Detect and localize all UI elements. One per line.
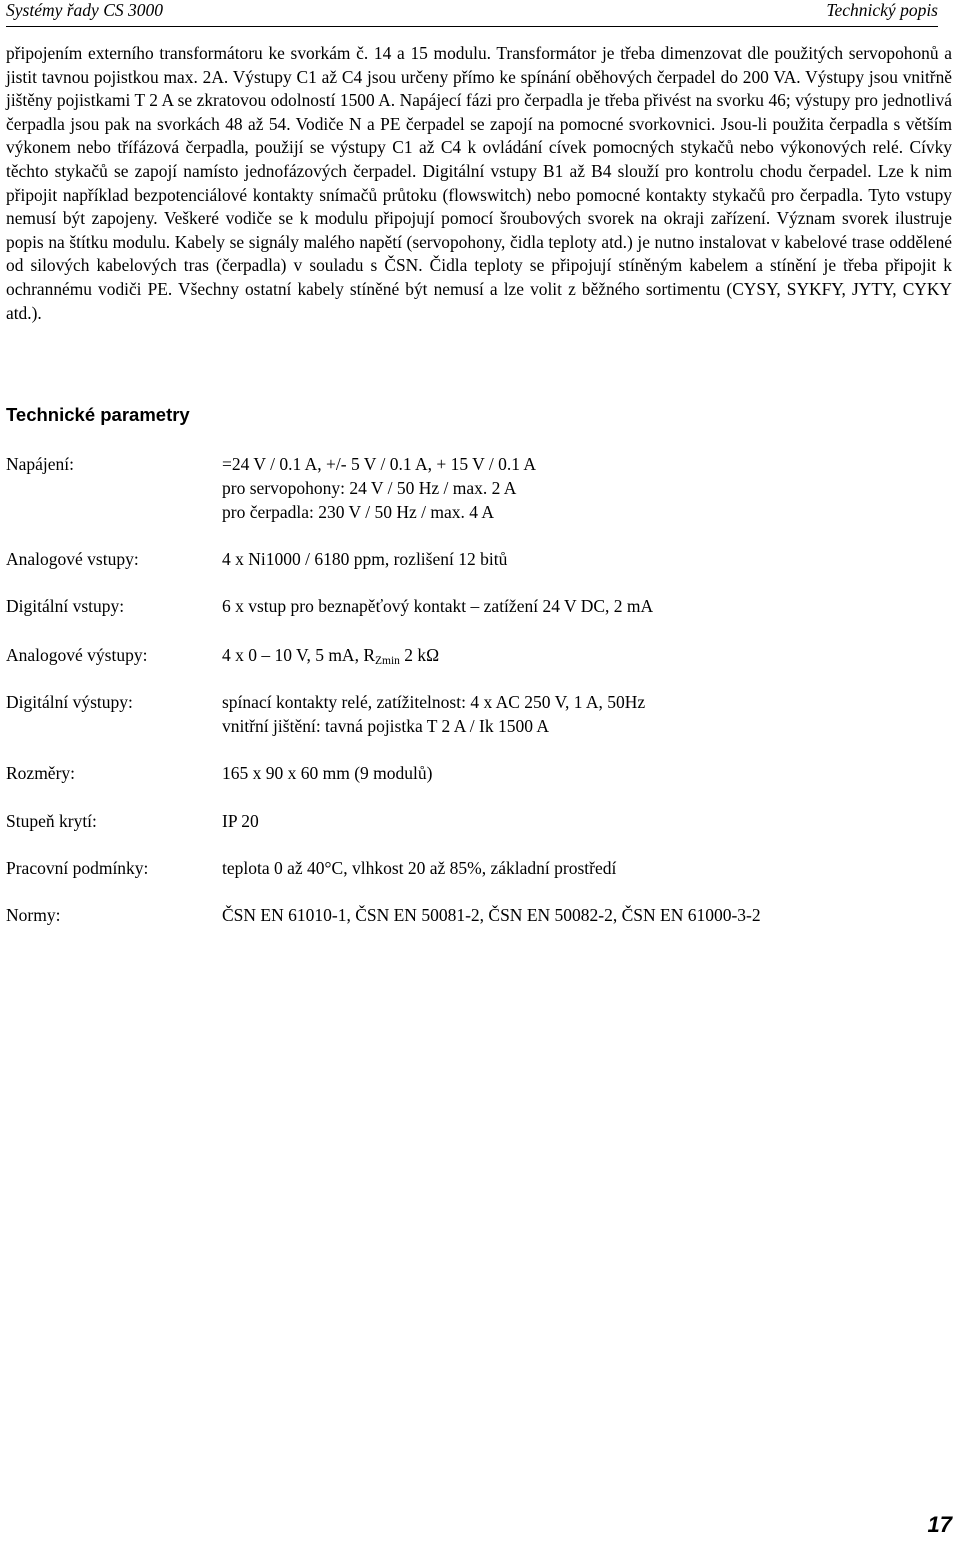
analog-outputs-subscript: Zmin (375, 655, 400, 667)
digital-outputs-line-2: vnitřní jištění: tavná pojistka T 2 A / Ik 1500 A (222, 716, 549, 736)
page-header (6, 0, 938, 27)
param-label-protection: Stupeň krytí: (6, 811, 97, 831)
digital-outputs-line-1: spínací kontakty relé, zatížitelnost: 4 x AC 250 V, 1 A, 50Hz (222, 692, 646, 712)
section-title: Technické parametry (6, 404, 190, 425)
power-line-3: pro čerpadla: 230 V / 50 Hz / max. 4 A (222, 502, 495, 522)
power-line-2: pro servopohony: 24 V / 50 Hz / max. 2 A (222, 478, 517, 498)
body-paragraph: připojením externího transformátoru ke svorkám č. 14 a 15 modulu. Transformátor je třeba dimenzovat dle použitých servopohonů a jistit tavnou pojistkou max. 2A. Výstupy C1 až C4 jsou určeny přímo ke spínání oběhových čerpadel do 200 VA. Výstupy jsou vnitřně jištěny pojistkami T 2 A se zkratovou odolností 1500 A. Napájecí fázi pro čerpadla je třeba přivést na svorku 46; výstupy pro jednotlivá čerpadla jsou pak na svorkách 48 až 54. Vodiče N a PE čerpadel se zapojí na pomocné svorkovnici. Jsou-li použita čerpadla s větším výkonem nebo třífázová čerpadla, použijí se výstupy C1 až C4 k ovládání cívek pomocných stykačů nebo výkonových relé. Cívky těchto stykačů se zapojí namísto jednofázových čerpadel. Digitální vstupy B1 až B4 slouží pro kontrolu chodu čerpadel. Lze k nim připojit například bezpotenciálové kontakty snímačů průtoku (flowswitch) nebo pomocné kontakty stykačů pro čerpadla. Tyto vstupy nemusí být zapojeny. Veškeré vodiče se k modulu připojují pomocí šroubových svorek na okraji zařízení. Význam svorek ilustruje popis na štítku modulu. Kabely se signály malého napětí (servopohony, čidla teploty atd.) je nutno instalovat v kabelové trase oddělené od silových kabelových tras (čerpadla) v souladu s ČSN. Čidla teploty se připojují stíněným kabelem a stínění je třeba připojit k ochrannému vodiči PE. Všechny ostatní kabely stíněné být nemusí a lze volit z běžného sortimentu (CYSY, SYKFY, JYTY, CYKY atd.). (6, 43, 952, 323)
param-label-analog-inputs: Analogové vstupy: (6, 549, 139, 569)
param-label-digital-outputs: Digitální výstupy: (6, 692, 133, 712)
param-value-norms: ČSN EN 61010-1, ČSN EN 50081-2, ČSN EN 50082-2, ČSN EN 61000-3-2 (222, 905, 761, 925)
param-value-power (222, 452, 536, 524)
param-label-power: Napájení: (6, 454, 75, 474)
param-value-protection: IP 20 (222, 811, 259, 831)
header-doc-type: Technický popis (826, 0, 938, 20)
param-label-digital-inputs: Digitální vstupy: (6, 596, 125, 616)
param-value-analog-outputs (222, 643, 439, 667)
header-series-title: Systémy řady CS 3000 (6, 0, 163, 20)
param-label-norms: Normy: (6, 905, 61, 925)
param-value-conditions: teplota 0 až 40°C, vlhkost 20 až 85%, základní prostředí (222, 858, 617, 878)
page-number: 17 (927, 1512, 952, 1537)
param-label-conditions: Pracovní podmínky: (6, 858, 149, 878)
param-value-digital-outputs (222, 690, 645, 738)
param-value-dimensions: 165 x 90 x 60 mm (9 modulů) (222, 763, 433, 783)
analog-outputs-prefix: 4 x 0 – 10 V, 5 mA, R (222, 645, 375, 665)
param-value-analog-inputs: 4 x Ni1000 / 6180 ppm, rozlišení 12 bitů (222, 549, 508, 569)
analog-outputs-suffix: 2 kΩ (399, 645, 440, 665)
power-line-1: =24 V / 0.1 A, +/- 5 V / 0.1 A, + 15 V / 0.1 A (222, 454, 537, 474)
param-label-analog-outputs: Analogové výstupy: (6, 645, 148, 665)
param-value-digital-inputs: 6 x vstup pro beznapěťový kontakt – zatížení 24 V DC, 2 mA (222, 596, 654, 616)
param-label-dimensions: Rozměry: (6, 763, 76, 783)
